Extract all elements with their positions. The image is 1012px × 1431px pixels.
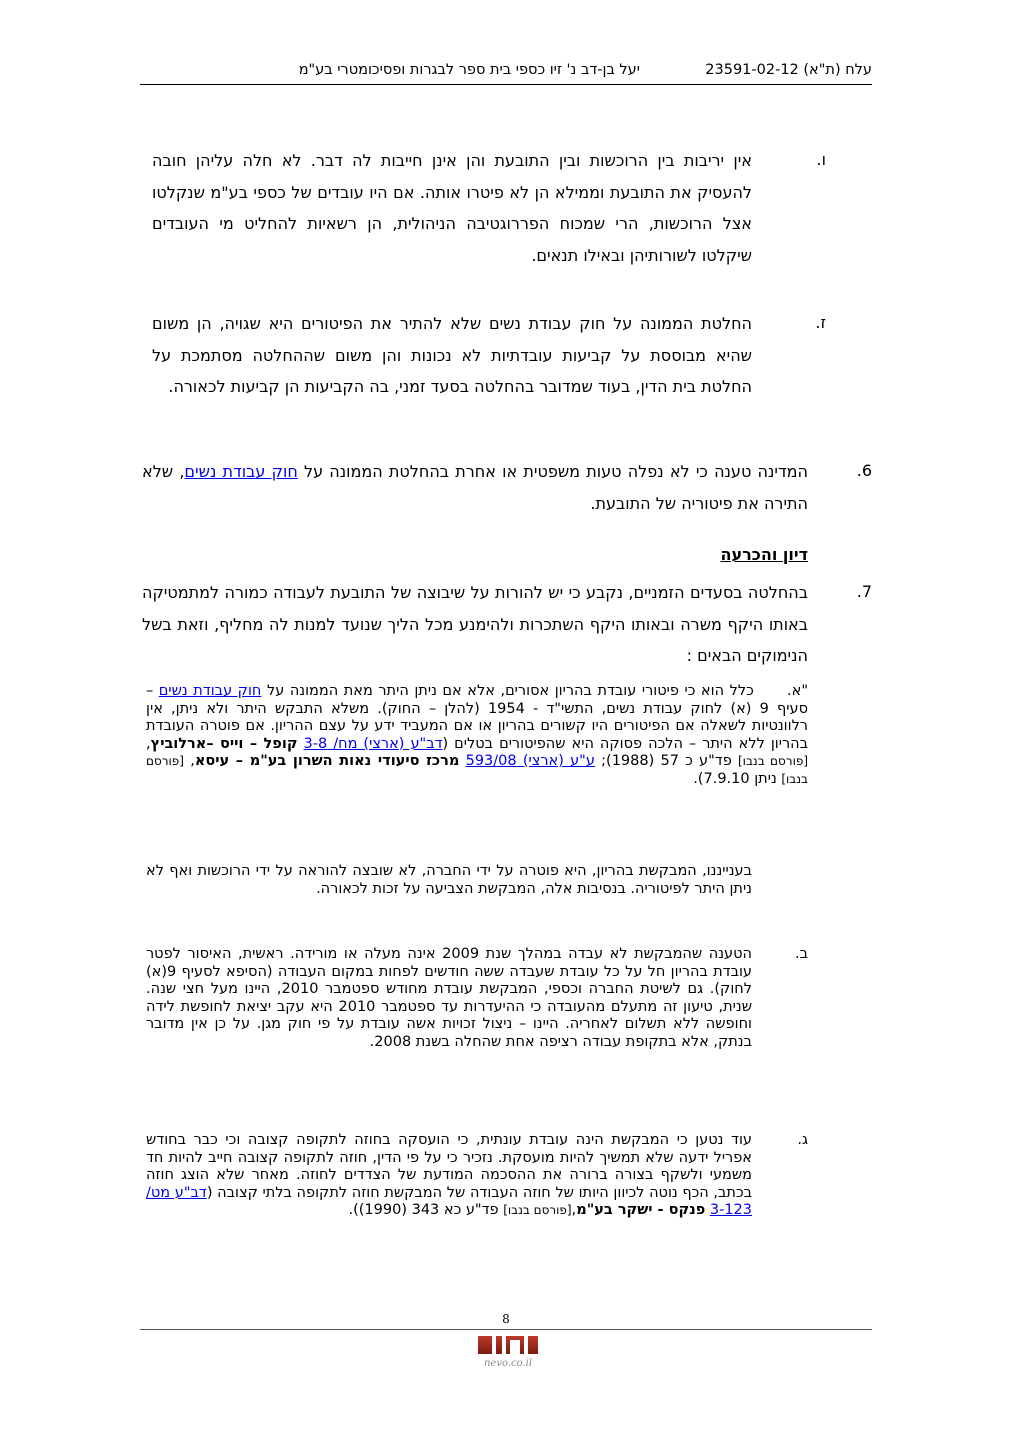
quote-a-text-4: ,: [146, 735, 151, 752]
link-case-123[interactable]: דב"ע מט/ 3-123: [146, 1184, 752, 1218]
quote-marker-gimel: ג.: [797, 1132, 808, 1148]
link-women-employment-law[interactable]: חוק עבודת נשים: [184, 462, 298, 481]
page-number: 8: [502, 1312, 510, 1326]
para-7-text: בהחלטה בסעדים הזמניים, נקבע כי יש להורות על שיבוצה של התובעת לעבודה כמורה למתמטיקה באותו היקף משרה ובאותו היקף השתכרות ולהימנע מכל הליך שנועד למנות לה מחליף, וזאת בשל הנימוקים הבאים :: [142, 583, 808, 665]
quote-a: [146, 683, 808, 788]
item-marker-vav: ו.: [816, 150, 826, 169]
quote-a-text-5: פד"ע כ 57 (1988);: [594, 753, 738, 769]
case-name-koppel: קופל – וייס –ארלוביץ: [150, 735, 298, 752]
quote-g-text-3: ,: [571, 1202, 577, 1218]
quote-b-text: הטענה שהמבקשת לא עבדה במהלך שנת 2009 אינה מעלה או מורידה. ראשית, האיסור לפטר עובדת בהריון חל על כל עובדת שעבדה ששה חודשים לפחות במקום העבודה (הסיפא לסעיף 9(א) לחוק). גם לשיטת החברה וכספי, המבקשת עובדת מחודש ספטמבר 2010, היינו מעל חצי שנה. שנית, טיעון זה מתעלם מהעובדה כי ההיעדרות עד ספטמבר 2010 היא עקב יציאת לחופשת לידה וחופשה ללא תשלום לאחריה. היינו – ניצול זכויות אשה עובדת על פי חוק מגן. על כן אין מדובר בנתק, אלא בתקופת עבודה רציפה אחת שהחלה בשנת 2008.: [146, 946, 753, 1050]
nevo-logo: [470, 1334, 546, 1370]
item-zayin-text: החלטת הממונה על חוק עבודת נשים שלא להתיר את הפיטורים היא שגויה, הן משום שהיא מבוססת על קביעות עובדתיות לא נכונות והן משום שההחלטה מסתמכת על החלטת בית הדין, בעוד שמדובר בהחלטה בסעד זמני, בה הקביעות הן קביעות לכאורה.: [152, 314, 752, 396]
published-nevo-3: [פורסם בנבו]: [503, 1203, 572, 1217]
footer-divider: [140, 1329, 872, 1330]
item-vav-text: אין יריבות בין הרוכשות ובין התובעת והן אינן חייבות לה דבר. לא חלה עליהן חובה להעסיק את התובעת וממילא הן לא פיטרו אותה. אם היו עובדים של כספי בע"מ שנקלטו אצל הרוכשות, הרי שמכוח הפררוגטיבה הניהולית, הן רשאיות להחליט מי העובדים שיקלטו לשורותיהן ובאילו תנאים.: [152, 151, 752, 265]
quote-a-text-2: – סעיף 9 (א) לחוק עבודת נשים, התשי"ד - 1954 (להלן – החוק). משלא התבקש היתר ולא ניתן, אין רלוונטיות לשאלה אם הפיטורים היו קשורים בהריון או אם המעביד ידע על עצם ההריון. אם פוטרה העובדת בהריון ללא היתר – הלכה פסוקה היא שהפיטורים בטלים (: [146, 683, 809, 752]
item-marker-zayin: ז.: [815, 313, 826, 332]
quote-a-continuation: בענייננו, המבקשת בהריון, היא פוטרה על ידי החברה, לא שובצה להוראה על ידי הרוכשות ואף לא ניתן היתר לפיטוריה. בנסיבות אלה, המבקשת הצביעה על זכות לכאורה.: [146, 863, 752, 897]
quote-g-text: [146, 1132, 752, 1220]
published-nevo-2: [פורסם בנבו]: [146, 754, 808, 786]
case-number: עלח (ת"א) 23591-02-12: [705, 62, 872, 78]
link-case-593-08[interactable]: ע"ע (ארצי) 593/08: [465, 753, 595, 769]
para-6-text-before: המדינה טענה כי לא נפלה טעות משפטית או אחרת בהחלטת הממונה על: [297, 462, 809, 481]
quote-a-lead: "א.: [787, 683, 808, 699]
quote-marker-bet: ב.: [795, 946, 808, 962]
case-name-pinkas: פנקס - ישקר בע"מ: [576, 1202, 706, 1218]
quote-g-text-1: עוד נטען כי המבקשת הינה עובדת עונתית, כי הועסקה בחוזה לתקופה קצובה וכי כבר בחודש אפריל ידעה שלא תמשיך להיות מועסקת. נזכיר כי על פי הדין, חוזה לתקופה קצובה חייב להיות חד משמעי ולשקף בצורה ברורה את ההסכמה המודעת של הצדדים לחוזה. מאחר שלא הוצג חוזה בכתב, הכף נוטה לכיוון היותו של חוזה העבודה של המבקשת חוזה לתקופה בלתי קצובה (: [146, 1132, 752, 1201]
para-6-text-after: , שלא התירה את פיטוריה של התובעת.: [142, 462, 808, 513]
section-heading: דיון והכרעה: [720, 545, 808, 564]
quote-a-text-7: ,: [183, 753, 195, 769]
para-6-text: [142, 456, 808, 519]
quote-a-text-8: ניתן 7.9.10).: [693, 770, 782, 787]
quote-a-text-1: כלל הוא כי פיטורי עובדת בהריון אסורים, אלא אם ניתן היתר מאת הממונה על: [261, 683, 754, 699]
svg-text:nevo.co.il: nevo.co.il: [483, 1358, 533, 1369]
link-women-employment-law-2[interactable]: חוק עבודת נשים: [158, 683, 262, 699]
para-marker-7: 7.: [856, 582, 872, 601]
case-name-neot-hasharon: מרכז סיעודי נאות השרון בע"מ – עיסא: [194, 753, 460, 769]
para-marker-6: 6.: [856, 461, 872, 480]
published-nevo-1: [פורסם בנבו]: [738, 754, 809, 768]
quote-g-text-4: פד"ע כא 343 (1990)).: [348, 1202, 504, 1218]
case-parties: יעל בן-דב נ' זיו כספי בית ספר לבגרות ופסיכומטרי בע"מ: [298, 62, 640, 78]
link-case-koppel[interactable]: דב"ע (ארצי) מח/ 3-8: [303, 735, 443, 752]
